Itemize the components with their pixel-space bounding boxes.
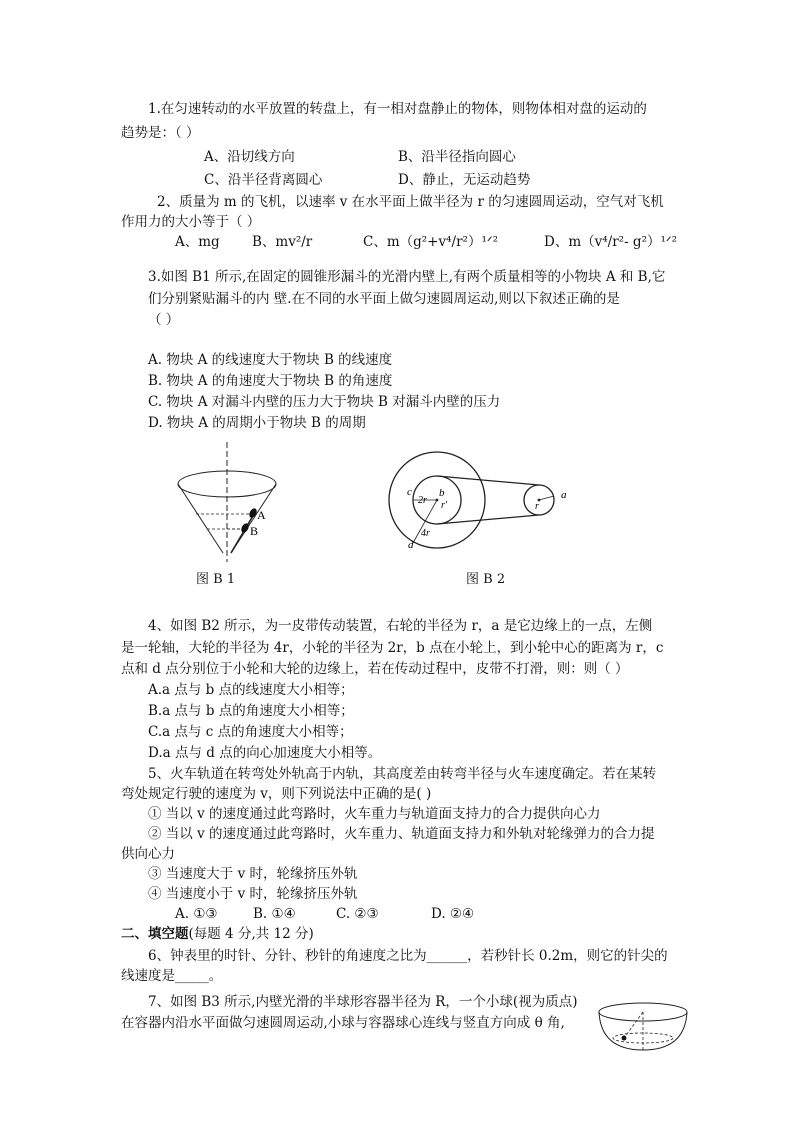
q3-option-d: D. 物块 A 的周期小于物块 B 的周期: [148, 415, 366, 431]
label-4r: 4r: [421, 528, 430, 539]
q2-option-d: D、m（v⁴/r²- g²）¹ᐟ²: [544, 234, 678, 250]
q2-line1: 2、质量为 m 的飞机，以速率 v 在水平面上做半径为 r 的匀速圆周运动，空气对飞机: [157, 194, 664, 210]
figure-b3-hemisphere-bowl: [596, 1000, 692, 1052]
label-r: r: [535, 501, 539, 512]
q1-option-d: D、静止，无运动趋势: [398, 172, 531, 188]
q7-line1: 7、如图 B3 所示,内壁光滑的半球形容器半径为 R，一个小球(视为质点): [148, 994, 578, 1010]
q3-option-c: C. 物块 A 对漏斗内壁的压力大于物块 B 对漏斗内壁的压力: [148, 394, 501, 410]
q4-line1: 4、如图 B2 所示，为一皮带传动装置，右轮的半径为 r，a 是它边缘上的一点，左侧: [148, 618, 653, 634]
q5-statement-1: ① 当以 v 的速度通过此弯路时，火车重力与轨道面支持力的合力提供向心力: [148, 806, 601, 822]
q1-option-b: B、沿半径指向圆心: [398, 149, 516, 165]
q5-statement-3: ③ 当速度大于 v 时，轮缘挤压外轨: [148, 866, 358, 882]
q1-option-c: C、沿半径背离圆心: [204, 172, 323, 188]
ball: [622, 1036, 627, 1041]
q3-option-a: A. 物块 A 的线速度大于物块 B 的线速度: [148, 352, 393, 368]
q1-line1: 1.在匀速转动的水平放置的转盘上，有一相对盘静止的物体，则物体相对盘的运动的: [148, 101, 647, 117]
label-c: c: [407, 486, 412, 498]
q4-option-a: A.a 点与 b 点的线速度大小相等；: [148, 682, 354, 698]
q2-option-a: A、mg: [175, 234, 220, 250]
label-b: B: [250, 524, 259, 538]
q4-option-b: B.a 点与 b 点的角速度大小相等；: [148, 703, 354, 719]
q2-line2: 作用力的大小等于（ ）: [121, 214, 261, 230]
q1-line2: 趋势是：（ ）: [121, 125, 200, 141]
figure-b1-caption: 图 B 1: [196, 572, 236, 587]
figure-b2-caption: 图 B 2: [466, 572, 506, 587]
figure-b2-belt-drive: [385, 448, 585, 563]
q4-line3: 点和 d 点分别位于小轮和大轮的边缘上，若在传动过程中，皮带不打滑，则：则（ ）: [121, 661, 629, 677]
q4-line2: 是一轮轴，大轮的半径为 4r，小轮的半径为 2r，b 点在小轮上，到小轮中心的距离为 r，c: [121, 640, 664, 656]
q5-line1: 5、火车轨道在转弯处外轨高于内轨，其高度差由转弯半径与火车速度确定。若在某转: [148, 766, 657, 782]
q2-option-b: B、mv²/r: [252, 234, 313, 250]
label-r-prime: r': [441, 500, 448, 511]
q3-line1: 3.如图 B1 所示,在固定的圆锥形漏斗的光滑内壁上,有两个质量相等的小物块 A 和 B,它: [148, 269, 666, 285]
q3-line2: 们分别紧贴漏斗的内 壁.在不同的水平面上做匀速圆周运动,则以下叙述正确的是: [148, 291, 620, 307]
figure-b1-cone-funnel: [170, 440, 290, 565]
q5-option-c: C. ②③: [336, 906, 379, 922]
q2-option-c: C、m（g²+v⁴/r²）¹ᐟ²: [363, 234, 498, 250]
label-a: a: [561, 489, 567, 501]
q5-statement-4: ④ 当速度小于 v 时，轮缘挤压外轨: [148, 886, 358, 902]
section-2-title: 二、填空题: [121, 926, 189, 942]
q5-statement-2: ② 当以 v 的速度通过此弯路时，火车重力、轨道面支持力和外轨对轮缘弹力的合力提: [148, 826, 655, 842]
q5-option-a: A. ①③: [175, 906, 218, 922]
q3-line3: （ ）: [148, 312, 180, 328]
section-2-heading: [121, 924, 314, 944]
section-2-note: (每题 4 分,共 12 分): [188, 926, 314, 942]
q5-option-b: B. ①④: [253, 906, 296, 922]
q6-line2: 线速度是_____。: [121, 968, 223, 984]
label-a: A: [257, 508, 266, 522]
q4-option-d: D.a 点与 d 点的向心加速度大小相等。: [148, 745, 382, 761]
q3-option-b: B. 物块 A 的角速度大于物块 B 的角速度: [148, 373, 393, 389]
q4-option-c: C.a 点与 c 点的角速度大小相等；: [148, 724, 353, 740]
q5-statement-2-cont: 供向心力: [121, 846, 175, 862]
label-d: d: [408, 539, 414, 551]
label-b: b: [439, 487, 445, 499]
q7-line2: 在容器内沿水平面做匀速圆周运动,小球与容器球心连线与竖直方向成 θ 角,: [121, 1015, 565, 1031]
label-2r: 2r: [418, 495, 427, 506]
q5-option-d: D. ②④: [431, 906, 475, 922]
q5-line2: 弯处规定行驶的速度为 v，则下列说法中正确的是( ): [121, 786, 432, 802]
q6-line1: 6、钟表里的时针、分针、秒针的角速度之比为______，若秒针长 0.2m，则它的针尖的: [148, 948, 668, 964]
q1-option-a: A、沿切线方向: [204, 149, 295, 165]
